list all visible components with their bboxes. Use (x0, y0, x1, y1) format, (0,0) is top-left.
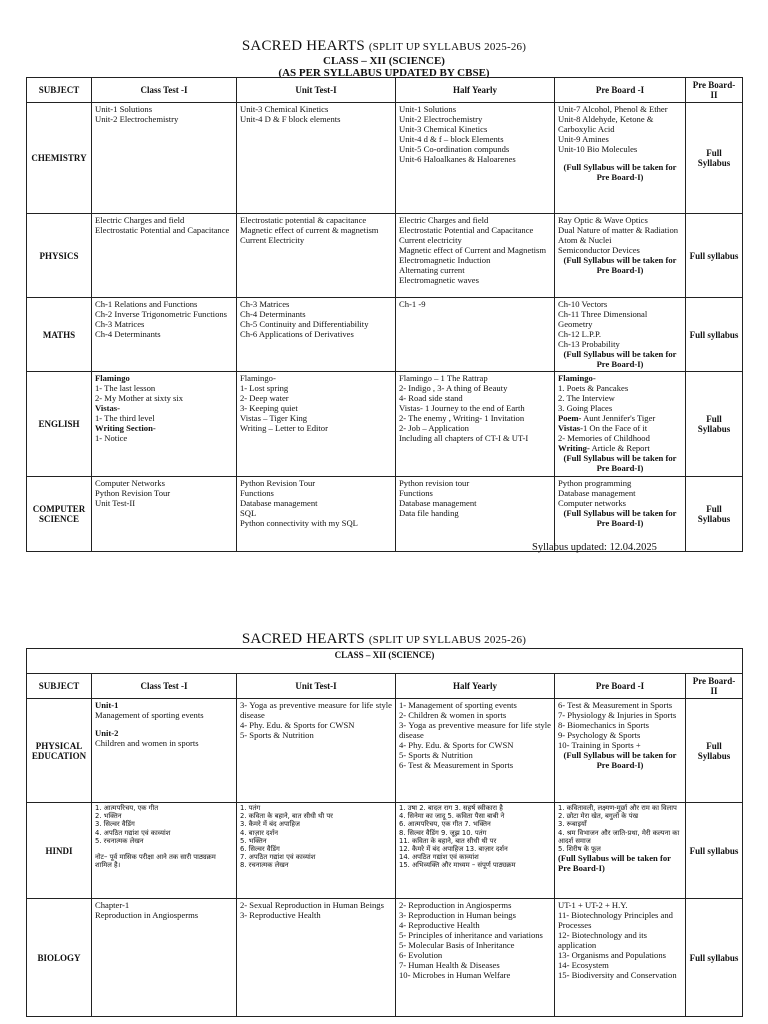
pre-board-2-cell: Full syllabus (686, 803, 743, 899)
pre-board-1-cell (555, 899, 686, 1017)
syllabus-line: Unit-7 Alcohol, Phenol & Ether (558, 104, 668, 114)
subject-name: MATHS (27, 298, 92, 372)
header-pre-board-1: Pre Board -I (555, 78, 686, 103)
syllabus-line (558, 413, 682, 423)
syllabus-line: 2- Reproduction in Angiosperms (399, 900, 512, 910)
header-pre-board-1: Pre Board -I (555, 674, 686, 699)
syllabus-line: 8. सिल्वर वैडिंग 9. जूझ 10. पतंग (399, 828, 487, 837)
subject-name: HINDI (27, 803, 92, 899)
syllabus-line: Ch-4 Determinants (240, 309, 306, 319)
syllabus-line: Python connectivity with my SQL (240, 518, 358, 528)
syllabus-line: Ch-12 L.P.P. (558, 329, 601, 339)
class-test-cell (92, 298, 237, 372)
pre-board-1-cell (555, 372, 686, 477)
syllabus-line: Ch-1 Relations and Functions (95, 299, 198, 309)
syllabus-line: Magnetic effect of Current and Magnetism (399, 245, 547, 255)
syllabus-line: Atom & Nuclei (558, 235, 612, 245)
syllabus-line: 1. आत्मपरिचय, एक गीत (95, 804, 159, 812)
half-yearly-cell (396, 372, 555, 477)
subject-row-biology (27, 899, 743, 1017)
subject-row-computer-science (27, 477, 743, 552)
syllabus-updated-date: Syllabus updated: 12.04.2025 (532, 542, 657, 553)
class-test-cell (92, 372, 237, 477)
syllabus-line: 3- Yoga as preventive measure for life style disease (399, 720, 551, 740)
syllabus-line: Unit-4 D & F block elements (240, 114, 341, 124)
subject-row-physics (27, 214, 743, 298)
syllabus-line: Vistas – Tiger King (240, 413, 308, 423)
class-test-cell (92, 477, 237, 552)
half-yearly-cell (396, 899, 555, 1017)
syllabus-line-rest: Aunt Jennifer's Tiger (581, 413, 656, 423)
class-test-cell (92, 803, 237, 899)
syllabus-line: 6. सिल्वर वैडिंग (240, 845, 280, 854)
syllabus-line: Ch-3 Matrices (240, 299, 290, 309)
syllabus-line: 11. कविता के बहाने, बात सीधी थी पर (399, 836, 497, 845)
syllabus-line: 4- Reproductive Health (399, 920, 480, 930)
unit-test-cell (237, 298, 396, 372)
syllabus-line: 3- Keeping quiet (240, 403, 298, 413)
syllabus-line: 2- Job – Application (399, 423, 469, 433)
class-test-cell (92, 899, 237, 1017)
syllabus-line: Ch-10 Vectors (558, 299, 608, 309)
syllabus-line: 4- Phy. Edu. & Sports for CWSN (240, 720, 355, 730)
title-subtitle: (SPLIT UP SYLLABUS 2025-26) (368, 41, 527, 53)
half-yearly-cell (396, 103, 555, 214)
syllabus-line: UT-1 + UT-2 + H.Y. (558, 900, 628, 910)
syllabus-line: 3- Reproductive Health (240, 910, 321, 920)
pre-board-2-cell: Full syllabus (686, 298, 743, 372)
header-row (27, 78, 743, 103)
syllabus-line: 1- The third level (95, 413, 155, 423)
subject-row-chemistry (27, 103, 743, 214)
subject-row-english (27, 372, 743, 477)
header-unit-test: Unit Test-I (237, 674, 396, 699)
syllabus-line: 5- Sports & Nutrition (240, 730, 314, 740)
syllabus-line: 1- Management of sporting events (399, 700, 517, 710)
section-heading: Vistas- (558, 423, 583, 433)
syllabus-line: Ch-6 Applications of Derivatives (240, 329, 354, 339)
class-line: CLASS – XII (SCIENCE) (323, 55, 445, 67)
header-half-yearly: Half Yearly (396, 78, 555, 103)
header-row (27, 674, 743, 699)
syllabus-line: Unit-1 Solutions (95, 104, 153, 114)
subject-row-maths (27, 298, 743, 372)
syllabus-line: Alternating current (399, 265, 465, 275)
syllabus-line: Reproduction in Angiosperms (95, 910, 199, 920)
syllabus-line: Functions (240, 488, 274, 498)
syllabus-line: Chapter-1 (95, 900, 130, 910)
syllabus-line (558, 443, 682, 453)
syllabus-line: Semiconductor Devices (558, 245, 640, 255)
full-syllabus-note: (Full Syllabus will be taken for Pre Board-I) (563, 453, 677, 473)
syllabus-line: 2. कविता के बहाने, बात सीधी थी पर (240, 812, 333, 821)
pre-board-2-cell: Full Syllabus (686, 103, 743, 214)
syllabus-line: 10- Microbes in Human Welfare (399, 970, 511, 980)
syllabus-line: Ray Optic & Wave Optics (558, 215, 648, 225)
syllabus-line: 5- Molecular Basis of Inheritance (399, 940, 515, 950)
subject-row-hindi (27, 803, 743, 899)
page2-title (0, 631, 768, 648)
syllabus-line: 4- Road side stand (399, 393, 463, 403)
full-syllabus-note: (Full Syllabus will be taken for Pre Board-I) (558, 853, 671, 874)
syllabus-line: 4. सिनेमा का जादू 5. कविता पैसा बाबी ने (399, 812, 505, 821)
pre-board-2-cell: Full Syllabus (686, 699, 743, 803)
half-yearly-cell (396, 298, 555, 372)
syllabus-line: 14. अपठित गद्यांश एवं काव्यांश (399, 853, 479, 862)
syllabus-line: Ch-2 Inverse Trigonometric Functions (95, 309, 228, 319)
syllabus-line: 2. छोटा मेरा खेत, बगुलों के पंख (558, 812, 639, 821)
syllabus-line: Ch-5 Continuity and Differentiability (240, 319, 369, 329)
syllabus-line: Vistas- 1 Journey to the end of Earth (399, 403, 525, 413)
syllabus-line: Unit-10 Bio Molecules (558, 144, 638, 154)
syllabus-line: 8- Biomechanics in Sports (558, 720, 649, 730)
syllabus-line: 6- Evolution (399, 950, 443, 960)
syllabus-line: Unit-3 Chemical Kinetics (240, 104, 329, 114)
pre-board-1-cell (555, 298, 686, 372)
syllabus-line: 9- Psychology & Sports (558, 730, 641, 740)
header-class-test: Class Test -I (92, 78, 237, 103)
syllabus-line: Ch-3 Matrices (95, 319, 145, 329)
school-name: SACRED HEARTS (241, 631, 365, 647)
page2-header (0, 631, 768, 648)
syllabus-line: Unit-8 Aldehyde, Ketone & Carboxylic Acid (558, 114, 654, 134)
syllabus-line: Electrostatic Potential and Capacitance (399, 225, 534, 235)
syllabus-line: Database management (558, 488, 636, 498)
syllabus-line: Python Revision Tour (95, 488, 171, 498)
syllabus-line: Unit-1 Solutions (399, 104, 457, 114)
page2-syllabus-table (26, 648, 743, 1017)
syllabus-line: 3- Yoga as preventive measure for life style disease (240, 700, 392, 720)
section-heading: Poem- (558, 413, 582, 423)
syllabus-line: Unit-3 Chemical Kinetics (399, 124, 488, 134)
syllabus-line: 1. उषा 2. बादल राग 3. सहर्ष स्वीकारा है (399, 804, 503, 812)
syllabus-line: Current electricity (399, 235, 462, 245)
syllabus-line: SQL (240, 508, 257, 518)
syllabus-line: 7. अपठित गद्यांश एवं काव्यांश (240, 853, 316, 862)
syllabus-line: Electric Charges and field (399, 215, 489, 225)
syllabus-line: 2- Sexual Reproduction in Human Beings (240, 900, 384, 910)
syllabus-line: Electric Charges and field (95, 215, 185, 225)
syllabus-line: Writing – Letter to Editor (240, 423, 328, 433)
syllabus-line: Database management (240, 498, 318, 508)
syllabus-line: 2- Children & women in sports (399, 710, 507, 720)
subject-name: PHYSICS (27, 214, 92, 298)
syllabus-line: 6- Test & Measurement in Sports (558, 700, 673, 710)
syllabus-line: Unit-4 d & f – block Elements (399, 134, 504, 144)
syllabus-line: 3- Reproduction in Human beings (399, 910, 516, 920)
section-heading: Unit-2 (95, 728, 119, 738)
class-test-cell (92, 699, 237, 803)
class-test-note: नोट– पूर्व मासिक परीक्षा आने तक सारी पाठ्यक्रम शामिल है। (95, 853, 216, 870)
header-unit-test: Unit Test-I (237, 78, 396, 103)
syllabus-line: 2. The Interview (558, 393, 615, 403)
syllabus-line: Unit-2 Electrochemistry (399, 114, 483, 124)
section-heading: Writing- (558, 443, 590, 453)
syllabus-line: 8. रचनात्मक लेखन (240, 861, 289, 870)
header-subject: SUBJECT (27, 674, 92, 699)
syllabus-line: Electrostatic potential & capacitance (240, 215, 367, 225)
syllabus-line: Unit Test-II (95, 498, 136, 508)
class-row (27, 649, 743, 674)
syllabus-line: Unit-5 Co-ordination compunds (399, 144, 510, 154)
subject-name: ENGLISH (27, 372, 92, 477)
half-yearly-cell (396, 803, 555, 899)
syllabus-line: Management of sporting events (95, 710, 204, 720)
page1-header (0, 38, 768, 79)
pre-board-1-cell (555, 699, 686, 803)
syllabus-line-rest: Article & Report (589, 443, 650, 453)
syllabus-line: 11- Biotechnology Principles and Processes (558, 910, 673, 930)
syllabus-line: Python programming (558, 478, 632, 488)
syllabus-line: Computer Networks (95, 478, 165, 488)
syllabus-line: 4. बाज़ार दर्शन (240, 828, 279, 837)
syllabus-line: 14- Ecosystem (558, 960, 609, 970)
syllabus-line: 1- Lost spring (240, 383, 289, 393)
class-test-cell (92, 103, 237, 214)
pre-board-2-cell: Full syllabus (686, 214, 743, 298)
syllabus-line: 1. पतंग (240, 804, 261, 812)
title-subtitle: (SPLIT UP SYLLABUS 2025-26) (368, 634, 527, 646)
header-pre-board-2: Pre Board- II (686, 674, 743, 699)
section-heading: Writing Section- (95, 423, 156, 433)
syllabus-line (558, 423, 682, 433)
syllabus-line: Unit-9 Amines (558, 134, 609, 144)
syllabus-line-rest: 1 On the Face of it (582, 423, 648, 433)
syllabus-line: Python revision tour (399, 478, 470, 488)
syllabus-line: 1. कवितावली, लक्ष्मण-मूर्छा और राम का विलाप (558, 804, 677, 812)
syllabus-line: 2. भक्तिन (95, 812, 122, 821)
section-heading: Vistas- (95, 403, 120, 413)
syllabus-line: 2- The enemy , Writing- 1 Invitation (399, 413, 525, 423)
spacer (95, 845, 233, 853)
half-yearly-cell (396, 699, 555, 803)
syllabus-line: 5. भक्तिन (240, 836, 267, 845)
syllabus-line: 5- Sports & Nutrition (399, 750, 473, 760)
syllabus-line: 5. रचनात्मक लेखन (95, 836, 144, 845)
pre-board-2-cell: Full Syllabus (686, 477, 743, 552)
syllabus-line: 10- Training in Sports + (558, 740, 641, 750)
syllabus-line: 6. आत्मपरिचय, एक गीत 7. भक्तिन (399, 820, 491, 829)
syllabus-line: Flamingo – 1 The Rattrap (399, 373, 488, 383)
syllabus-line: 1- The last lesson (95, 383, 156, 393)
spacer (95, 720, 233, 728)
page1-title (0, 38, 768, 55)
syllabus-line: Electromagnetic Induction (399, 255, 491, 265)
syllabus-line: Children and women in sports (95, 738, 199, 748)
syllabus-line: 13- Organisms and Populations (558, 950, 666, 960)
syllabus-line: 5- Principles of inheritance and variations (399, 930, 543, 940)
school-name: SACRED HEARTS (241, 38, 365, 54)
syllabus-line: 12- Biotechnology and its application (558, 930, 648, 950)
full-syllabus-note: (Full Syllabus will be taken for Pre Board-I) (563, 508, 677, 528)
syllabus-line: 3. Going Places (558, 403, 613, 413)
pre-board-2-cell: Full Syllabus (686, 372, 743, 477)
syllabus-line: 15. अभिव्यक्ति और माध्यम – संपूर्ण पाठ्यक्रम (399, 861, 516, 870)
subject-name: PHYSICAL EDUCATION (27, 699, 92, 803)
full-syllabus-note: (Full Syllabus will be taken for Pre Board-I) (563, 349, 677, 369)
full-syllabus-note: (Full Syllabus will be taken for Pre Board-I) (563, 750, 677, 770)
syllabus-line: 3. कैमरे में बंद अपाहिज (240, 820, 300, 829)
subject-name: CHEMISTRY (27, 103, 92, 214)
pre-board-2-cell: Full syllabus (686, 899, 743, 1017)
section-heading: Flamingo- (558, 373, 596, 383)
syllabus-line: Ch-1 -9 (399, 299, 426, 309)
unit-test-cell (237, 803, 396, 899)
syllabus-line: Unit-2 Electrochemistry (95, 114, 179, 124)
syllabus-line: 2- My Mother at sixty six (95, 393, 184, 403)
spacer (558, 154, 682, 162)
header-class-test: Class Test -I (92, 674, 237, 699)
syllabus-line: 4. अपठित गद्यांश एवं काव्यांश (95, 828, 171, 837)
class-test-cell (92, 214, 237, 298)
syllabus-line: 4. श्रम विभाजन और जाति-प्रथा, मेरी कल्पना का आदर्श समाज (558, 828, 680, 845)
syllabus-line: 15- Biodiversity and Conservation (558, 970, 677, 980)
syllabus-line: 5. शिरीष के फूल (558, 845, 601, 854)
cbse-note-line: (AS PER SYLLABUS UPDATED BY CBSE) (278, 67, 490, 79)
syllabus-line: 4- Phy. Edu. & Sports for CWSN (399, 740, 514, 750)
syllabus-line: 1- Notice (95, 433, 128, 443)
pre-board-1-cell (555, 803, 686, 899)
syllabus-line: Electromagnetic waves (399, 275, 479, 285)
syllabus-line: 3. रूबाइयाँ (558, 820, 587, 829)
syllabus-line: 2- Memories of Childhood (558, 433, 650, 443)
section-heading: Unit-1 (95, 700, 119, 710)
syllabus-line: Database management (399, 498, 477, 508)
syllabus-line: Python Revision Tour (240, 478, 316, 488)
syllabus-line: Magnetic effect of current & magnetism (240, 225, 379, 235)
header-subject: SUBJECT (27, 78, 92, 103)
syllabus-line: 7- Human Health & Diseases (399, 960, 500, 970)
subject-name: COMPUTER SCIENCE (27, 477, 92, 552)
subject-row-physical-education (27, 699, 743, 803)
pre-board-1-cell (555, 214, 686, 298)
syllabus-line: Functions (399, 488, 433, 498)
syllabus-line: Computer networks (558, 498, 627, 508)
syllabus-line: 2- Indigo , 3- A thing of Beauty (399, 383, 508, 393)
syllabus-line: Electrostatic Potential and Capacitance (95, 225, 230, 235)
pre-board-1-cell (555, 477, 686, 552)
half-yearly-cell (396, 477, 555, 552)
subject-name: BIOLOGY (27, 899, 92, 1017)
syllabus-line: Data file handing (399, 508, 459, 518)
syllabus-line: 6- Test & Measurement in Sports (399, 760, 514, 770)
syllabus-line: Ch-13 Probability (558, 339, 620, 349)
full-syllabus-note: (Full Syllabus will be taken for Pre Board-I) (563, 255, 677, 275)
syllabus-line: 12. कैमरे में बंद अपाहिज 13. बाज़ार दर्शन (399, 845, 508, 854)
pre-board-1-cell (555, 103, 686, 214)
half-yearly-cell (396, 214, 555, 298)
syllabus-line: 1. Poets & Pancakes (558, 383, 629, 393)
syllabus-line: Flamingo- (240, 373, 276, 383)
syllabus-line: 3. सिल्वर वैडिंग (95, 820, 135, 829)
syllabus-line: 2- Deep water (240, 393, 289, 403)
unit-test-cell (237, 477, 396, 552)
syllabus-line: Current Electricity (240, 235, 305, 245)
unit-test-cell (237, 899, 396, 1017)
page1-syllabus-table (26, 77, 743, 552)
header-half-yearly: Half Yearly (396, 674, 555, 699)
syllabus-line: Unit-6 Haloalkanes & Haloarenes (399, 154, 516, 164)
header-pre-board-2: Pre Board- II (686, 78, 743, 103)
syllabus-line: Ch-4 Determinants (95, 329, 161, 339)
syllabus-line: Dual Nature of matter & Radiation (558, 225, 679, 235)
unit-test-cell (237, 214, 396, 298)
syllabus-line: Including all chapters of CT-I & UT-I (399, 433, 529, 443)
unit-test-cell (237, 699, 396, 803)
unit-test-cell (237, 372, 396, 477)
section-heading: Flamingo (95, 373, 130, 383)
class-line: CLASS – XII (SCIENCE) (27, 649, 743, 674)
unit-test-cell (237, 103, 396, 214)
syllabus-line: 7- Physiology & Injuries in Sports (558, 710, 677, 720)
syllabus-line: Ch-11 Three Dimensional Geometry (558, 309, 648, 329)
full-syllabus-note: (Full Syllabus will be taken for Pre Board-I) (563, 162, 677, 182)
